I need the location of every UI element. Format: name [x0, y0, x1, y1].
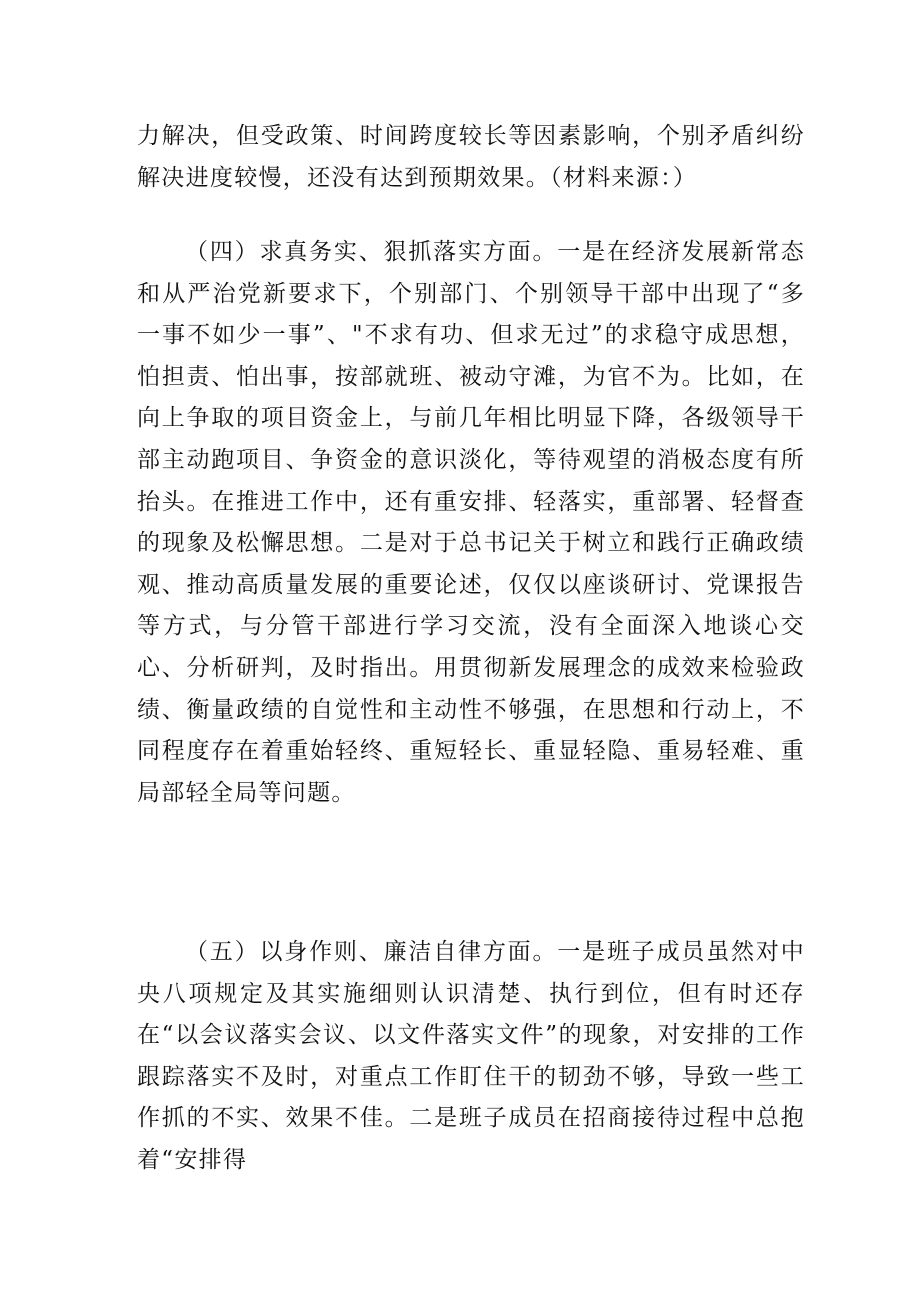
- paragraph-section-five: （五）以身作则、廉洁自律方面。一是班子成员虽然对中央八项规定及其实施细则认识清楚、执行到位，但有时还存在“以会议落实会议、以文件落实文件”的现象，对安排的工作跟踪落实不及时，对重点工作盯住干的韧劲不够，导致一些工作抓的不实、效果不佳。二是班子成员在招商接待过程中总抱着“安排得: [137, 939, 805, 1173]
- paragraph-continued: 力解决，但受政策、时间跨度较长等因素影响，个别矛盾纠纷解决进度较慢，还没有达到预期效果。（材料来源：）: [137, 123, 805, 191]
- paragraph-section-four: （四）求真务实、狠抓落实方面。一是在经济发展新常态和从严治党新要求下，个别部门、个别领导干部中出现了“多一事不如少一事”、"不求有功、但求无过”的求稳守成思想，怕担责、怕出事，按部就班、被动守滩，为官不为。比如，在向上争取的项目资金上，与前几年相比明显下降，各级领导干部主动跑项目、争资金的意识淡化，等待观望的消极态度有所抬头。在推进工作中，还有重安排、轻落实，重部署、轻督查的现象及松懈思想。二是对于总书记关于树立和践行正确政绩观、推动高质量发展的重要论述，仅仅以座谈研讨、党课报告等方式，与分管干部进行学习交流，没有全面深入地谈心交心、分析研判，及时指出。用贯彻新发展理念的成效来检验政绩、衡量政绩的自觉性和主动性不够强，在思想和行动上，不同程度存在着重始轻终、重短轻长、重显轻隐、重易轻难、重局部轻全局等问题。: [137, 239, 805, 806]
